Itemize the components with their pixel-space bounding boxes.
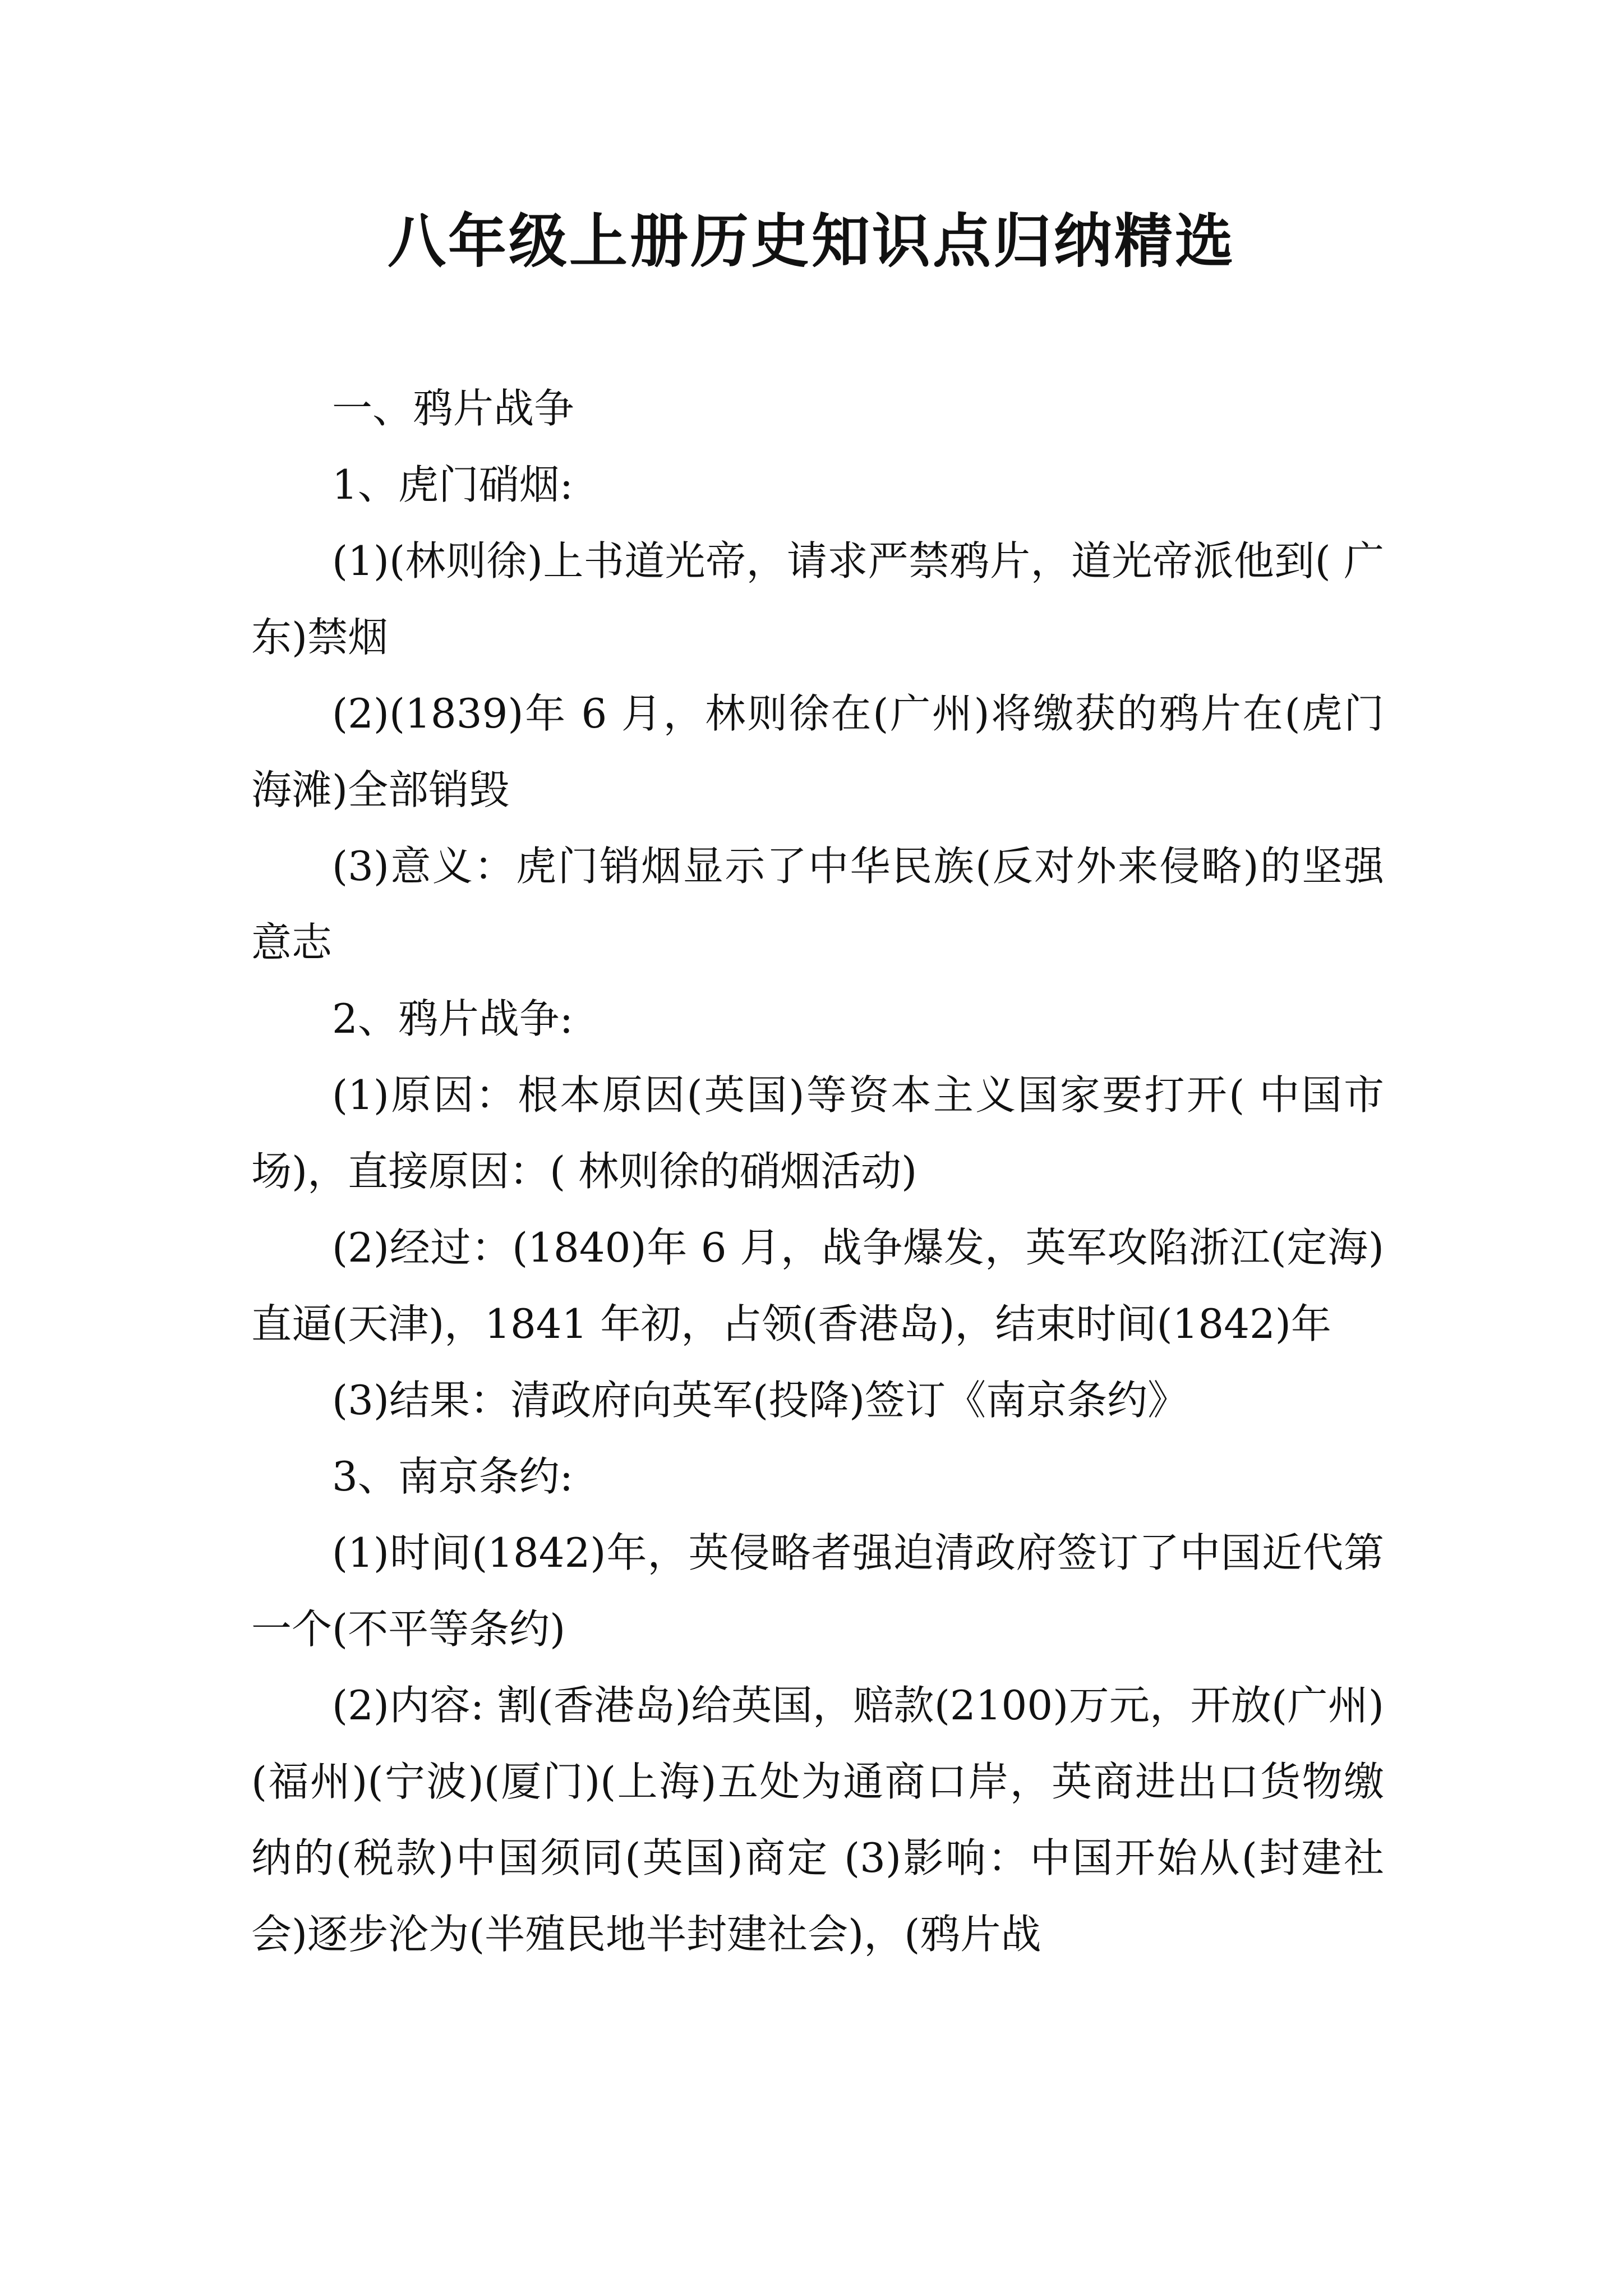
paragraph-treaty-time: (1)时间(1842)年，英侵略者强迫清政府签订了中国近代第一个(不平等条约) bbox=[251, 1529, 1384, 1653]
paragraph-treaty-content: (2)内容: 割(香港岛)给英国，赔款(2100)万元，开放(广州)(福州)(宁波)(厦门)(上海)五处为通商口岸，英商进出口货物缴纳的(税款)中国须同(英国)商定 (3)影响：中国开始从(封建社会)逐步沦为(半殖民地半封建社会)，(鸦片战 bbox=[251, 1682, 1384, 1958]
paragraph-humen-3: (3)意义：虎门销烟显示了中华民族(反对外来侵略)的坚强意志 bbox=[251, 843, 1384, 966]
paragraph-war-cause: (1)原因：根本原因(英国)等资本主义国家要打开( 中国市场)，直接原因：( 林则徐的硝烟活动) bbox=[251, 1071, 1384, 1195]
paragraph-humen-1: (1)(林则徐)上书道光帝，请求严禁鸦片，道光帝派他到( 广东)禁烟 bbox=[251, 537, 1384, 661]
section-heading-opium-war: 一、鸦片战争 bbox=[332, 385, 575, 432]
paragraph-war-course: (2)经过：(1840)年 6 月，战争爆发，英军攻陷浙江(定海)直逼(天津)，1841 年初，占领(香港岛)，结束时间(1842)年 bbox=[251, 1224, 1384, 1347]
subheading-nanjing-treaty: 3、南京条约: bbox=[332, 1453, 574, 1500]
paragraph-war-result: (3)结果：清政府向英军(投降)签订《南京条约》 bbox=[332, 1377, 1188, 1424]
document-title: 八年级上册历史知识点归纳精选 bbox=[387, 206, 1235, 275]
paragraph-humen-2: (2)(1839)年 6 月，林则徐在(广州)将缴获的鸦片在(虎门海滩)全部销毁 bbox=[251, 690, 1384, 813]
subheading-opium-war: 2、鸦片战争: bbox=[332, 995, 574, 1042]
document-body bbox=[251, 370, 1384, 1972]
subheading-humen: 1、虎门硝烟: bbox=[332, 461, 574, 508]
